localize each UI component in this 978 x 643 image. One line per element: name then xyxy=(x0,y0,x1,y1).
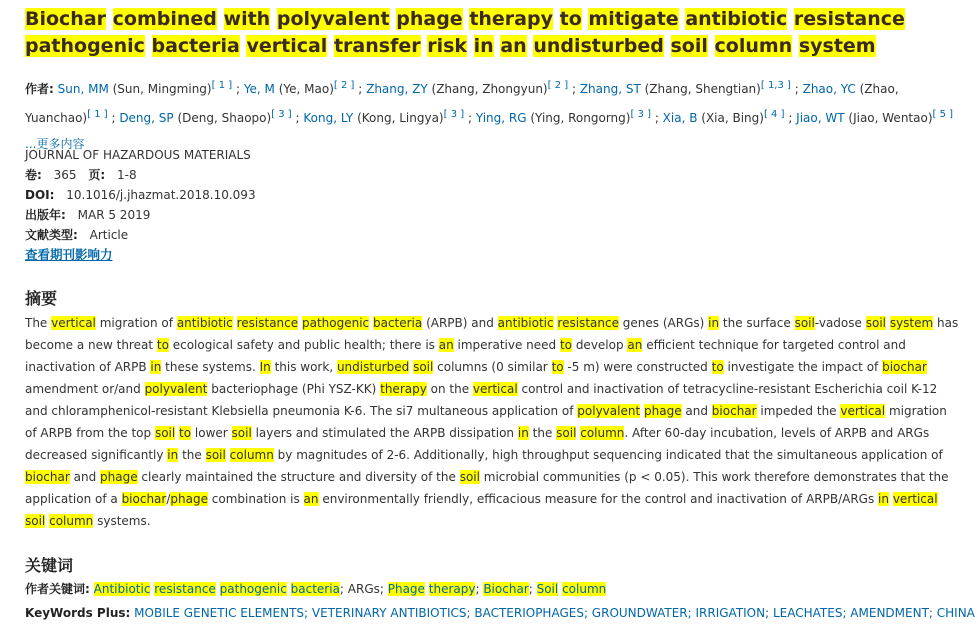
author-link[interactable]: Xia, B xyxy=(662,111,698,125)
highlighted-term: polyvalent xyxy=(577,404,641,418)
pub-date-label: 出版年: xyxy=(25,208,66,222)
title-word: undisturbed xyxy=(533,35,664,57)
affiliation-marker[interactable]: [ 3 ] xyxy=(271,109,292,120)
highlighted-term: soil xyxy=(459,470,480,484)
highlighted-term: vertical xyxy=(472,382,518,396)
highlighted-term: In xyxy=(259,360,271,374)
pub-date-value: MAR 5 2019 xyxy=(77,208,151,222)
highlighted-term: vertical xyxy=(51,316,96,330)
author-link[interactable]: Sun, MM xyxy=(57,82,109,96)
highlighted-term: an xyxy=(438,338,454,352)
author-full-name: (Xia, Bing) xyxy=(697,111,764,125)
highlighted-term: to xyxy=(551,360,564,374)
title-word: polyvalent xyxy=(276,8,390,30)
highlighted-term: soil xyxy=(25,514,46,528)
volume-label: 卷: xyxy=(25,168,42,182)
title-word: antibiotic xyxy=(685,8,788,30)
authors-block: 作者: Sun, MM (Sun, Mingming)[ 1 ] ; Ye, M (Ye, Mao)[ 2 ] ; Zhang, ZY (Zhang, Zhongyun)[ 2 ] ; Zhang, ST (Zhang, Shengtian)[ 1,3 ] ; Zhao, YC (Zhao, Yuanchao)[ 1 ] ; Deng, SP (Deng, Shaopo)[ 3 ] ; Kong, LY (Kong, Lingya)[ 3 ] ; Ying, RG (Ying, Rongorng)[ 3 ] ; Xia, B (Xia, Bing)[ 4 ] ; Jiao, WT (Jiao, Wentao)[ 5 ] ...更多内容 xyxy=(25,80,954,151)
author-full-name: (Zhang, Shengtian) xyxy=(640,82,761,96)
pages-value: 1-8 xyxy=(117,168,137,182)
abstract-heading: 摘要 xyxy=(25,289,58,308)
highlighted-term: bacteria xyxy=(372,316,423,330)
affiliation-marker[interactable]: [ 3 ] xyxy=(630,109,651,120)
affiliation-marker[interactable]: [ 2 ] xyxy=(547,80,569,91)
title-word: phage xyxy=(396,8,463,30)
affiliation-marker[interactable]: [ 1 ] xyxy=(87,109,108,120)
doc-type-row xyxy=(25,225,525,245)
highlighted-term: phage xyxy=(100,470,138,484)
author-keyword-term: Soil xyxy=(536,582,559,596)
highlighted-term: an xyxy=(627,338,643,352)
highlighted-term: in xyxy=(150,360,162,374)
author-full-name: (Ying, Rongorng) xyxy=(526,111,631,125)
highlighted-term: column xyxy=(229,448,274,462)
highlighted-term: biochar xyxy=(121,492,167,506)
highlighted-term: biochar xyxy=(882,360,927,374)
highlighted-term: biochar xyxy=(25,470,70,484)
doc-type-label: 文献类型: xyxy=(25,228,78,242)
affiliation-marker[interactable]: [ 5 ] xyxy=(932,109,954,120)
title-word: to xyxy=(559,8,582,30)
author-full-name: (Jiao, Wentao) xyxy=(844,111,933,125)
doc-type-value: Article xyxy=(89,228,129,242)
highlighted-term: pathogenic xyxy=(301,316,370,330)
author-full-name: (Zhao, Yuanchao) xyxy=(25,82,899,125)
title-word: bacteria xyxy=(151,35,240,57)
affiliation-marker[interactable]: [ 4 ] xyxy=(763,109,785,120)
title-word: an xyxy=(500,35,527,57)
keywords-plus-list[interactable]: MOBILE GENETIC ELEMENTS; VETERINARY ANTIBIOTICS; BACTERIOPHAGES; GROUNDWATER; IRRIGATION; LEACHATES; AMENDMENT; CHINA xyxy=(134,606,975,620)
highlighted-term: to xyxy=(156,338,169,352)
volume-pages xyxy=(25,165,525,185)
highlighted-term: in xyxy=(878,492,889,506)
title-word: resistance xyxy=(793,8,905,30)
author-full-name: (Zhang, Zhongyun) xyxy=(427,82,548,96)
title-word: in xyxy=(473,35,494,57)
author-keyword-term: resistance xyxy=(154,582,216,596)
title-word: pathogenic xyxy=(25,35,145,57)
highlighted-term: column xyxy=(580,426,625,440)
doi-row xyxy=(25,185,525,205)
author-link[interactable]: Jiao, WT xyxy=(796,111,845,125)
highlighted-term: antibiotic xyxy=(497,316,554,330)
author-keywords-label: 作者关键词: xyxy=(25,582,90,596)
keywords-plus-label: KeyWords Plus: xyxy=(25,606,131,620)
keywords-plus-row xyxy=(25,603,975,623)
highlighted-term: polyvalent xyxy=(144,382,208,396)
journal-impact-row xyxy=(25,245,525,265)
highlighted-term: in xyxy=(708,316,720,330)
highlighted-term: an xyxy=(303,492,319,506)
article-title xyxy=(25,6,955,60)
abstract-text: The vertical migration of antibiotic resistance pathogenic bacteria (ARPB) and antibiotic resistance genes (ARGs) in the surface soil-vadose soil system has become a new threat to ecological safety and public health; there is an imperative need to develop an efficient technique for targeted control and inactivation of ARPB in these systems. In this work, undisturbed soil columns (0 similar to -5 m) were constructed to investigate the impact of biochar amendment or/and polyvalent bacteriophage (Phi YSZ-KK) therapy on the vertical control and inactivation of tetracycline-resistant Escherichia coil K-12 and chloramphenicol-resistant Klebsiella pneumonia K-6. The si7 multaneous application of polyvalent phage and biochar impeded the vertical migration of ARPB from the top soil to lower soil layers and stimulated the ARPB dissipation in the soil column. After 60-day incubation, levels of ARPB and ARGs decreased significantly in the soil column by magnitudes of 2-6. Additionally, high throughput sequencing indicated that the simultaneous application of biochar and phage clearly maintained the structure and diversity of the soil microbial communities (p < 0.05). This work therefore demonstrates that the application of a biochar/phage combination is an environmentally friendly, efficacious measure for the control and inactivation of ARPB/ARGs in vertical soil column systems. xyxy=(25,316,959,528)
highlighted-term: soil xyxy=(865,316,886,330)
highlighted-term: resistance xyxy=(557,316,619,330)
highlighted-term: to xyxy=(559,338,572,352)
author-link[interactable]: Ye, M xyxy=(243,82,275,96)
keywords-heading: 关键词 xyxy=(25,556,74,575)
highlighted-term: phage xyxy=(644,404,682,418)
affiliation-marker[interactable]: [ 3 ] xyxy=(443,109,465,120)
highlighted-term: soil xyxy=(205,448,226,462)
highlighted-term: therapy xyxy=(380,382,427,396)
author-keyword-term: Antibiotic xyxy=(93,582,151,596)
author-keyword-term: Phage xyxy=(387,582,425,596)
highlighted-term: to xyxy=(179,426,192,440)
highlighted-term: undisturbed xyxy=(336,360,410,374)
affiliation-marker[interactable]: [ 1,3 ] xyxy=(760,80,791,91)
author-keyword-term: pathogenic xyxy=(219,582,287,596)
author-link[interactable]: Ying, RG xyxy=(475,111,527,125)
authors-label: 作者: xyxy=(25,82,54,96)
author-keyword-term: therapy xyxy=(428,582,476,596)
author-full-name: (Ye, Mao) xyxy=(274,82,334,96)
highlighted-term: system xyxy=(889,316,934,330)
journal-impact-link[interactable]: 查看期刊影响力 xyxy=(25,247,113,262)
author-keyword-term: bacteria xyxy=(290,582,340,596)
source-info xyxy=(25,145,525,265)
highlighted-term: biochar xyxy=(711,404,757,418)
highlighted-term: antibiotic xyxy=(176,316,233,330)
highlighted-term: soil xyxy=(556,426,577,440)
author-link[interactable]: Deng, SP xyxy=(119,111,174,125)
highlighted-term: to xyxy=(711,360,724,374)
title-word: transfer xyxy=(333,35,421,57)
highlighted-term: soil xyxy=(231,426,252,440)
title-word: Biochar xyxy=(25,8,107,30)
author-link[interactable]: Zhang, ST xyxy=(579,82,641,96)
title-word: vertical xyxy=(246,35,328,57)
volume-value: 365 xyxy=(53,168,77,182)
title-word: with xyxy=(223,8,271,30)
title-word: mitigate xyxy=(588,8,679,30)
pages-label: 页: xyxy=(88,168,106,182)
affiliation-marker[interactable]: [ 1 ] xyxy=(211,80,233,91)
affiliation-marker[interactable]: [ 2 ] xyxy=(333,80,355,91)
highlighted-term: resistance xyxy=(236,316,299,330)
more-authors-link[interactable]: ...更多内容 xyxy=(25,137,85,151)
author-keyword-term: Biochar xyxy=(483,582,529,596)
title-word: column xyxy=(714,35,793,57)
highlighted-term: soil xyxy=(154,426,176,440)
highlighted-term: soil xyxy=(794,316,815,330)
title-word: risk xyxy=(427,35,468,57)
doi-label: DOI: xyxy=(25,188,55,202)
highlighted-term: column xyxy=(49,514,94,528)
title-word: soil xyxy=(670,35,708,57)
highlighted-term: in xyxy=(517,426,529,440)
author-keyword-term: column xyxy=(562,582,607,596)
highlighted-term: phage xyxy=(170,492,208,506)
highlighted-term: in xyxy=(167,448,179,462)
pub-date-row xyxy=(25,205,525,225)
author-link[interactable]: Zhang, ZY xyxy=(366,82,428,96)
author-full-name: (Deng, Shaopo) xyxy=(173,111,272,125)
author-full-name: (Kong, Lingya) xyxy=(353,111,444,125)
title-word: therapy xyxy=(469,8,553,30)
author-link[interactable]: Kong, LY xyxy=(303,111,354,125)
doi-value: 10.1016/j.jhazmat.2018.10.093 xyxy=(66,188,256,202)
highlighted-term: soil xyxy=(413,360,434,374)
title-word: combined xyxy=(112,8,217,30)
highlighted-term: vertical xyxy=(840,404,886,418)
author-link[interactable]: Zhao, YC xyxy=(802,82,856,96)
title-word: system xyxy=(798,35,876,57)
author-keywords-row: 作者关键词: Antibiotic resistance pathogenic bacteria; ARGs; Phage therapy; Biochar; Soil column xyxy=(25,582,607,596)
author-full-name: (Sun, Mingming) xyxy=(108,82,212,96)
journal-name: JOURNAL OF HAZARDOUS MATERIALS xyxy=(25,148,251,162)
highlighted-term: vertical xyxy=(892,492,938,506)
